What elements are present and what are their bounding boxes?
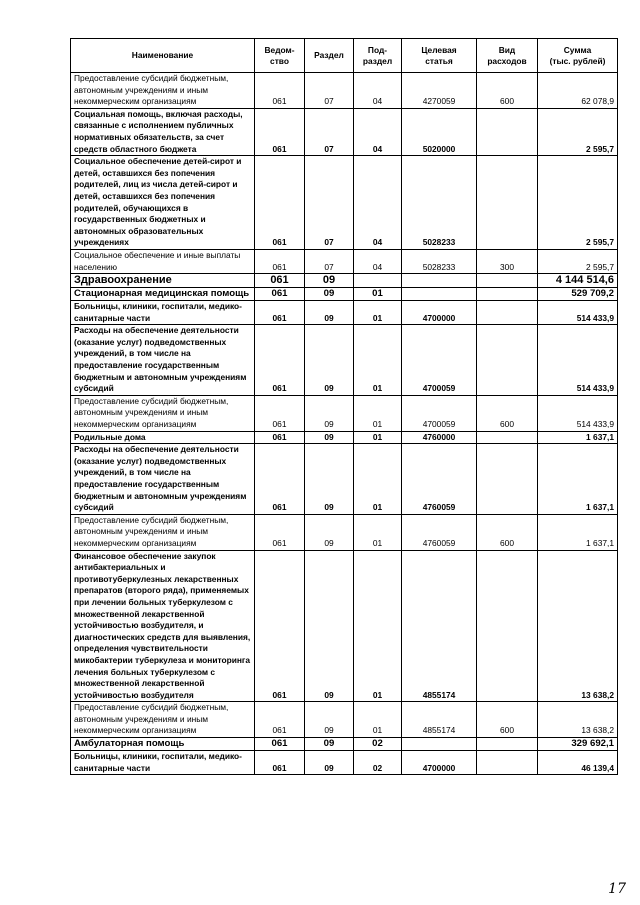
cell-dept: 061	[255, 738, 305, 751]
table-row	[71, 738, 618, 751]
cell-dept: 061	[255, 156, 305, 250]
header-target: Целевая статья	[402, 39, 477, 73]
table-row	[71, 288, 618, 301]
cell-name: Больницы, клиники, госпитали, медико-санитарные части	[71, 751, 255, 775]
cell-name: Предоставление субсидий бюджетным, автономным учреждениям и иным некоммерческим организациям	[71, 73, 255, 109]
cell-type: 600	[477, 514, 538, 550]
cell-sum: 514 433,9	[538, 325, 618, 396]
cell-target	[402, 738, 477, 751]
cell-section: 09	[305, 431, 354, 444]
cell-sum: 329 692,1	[538, 738, 618, 751]
cell-type	[477, 288, 538, 301]
cell-subsection: 04	[354, 73, 402, 109]
cell-sum: 46 139,4	[538, 751, 618, 775]
cell-section: 09	[305, 751, 354, 775]
table-row	[71, 702, 618, 738]
cell-type	[477, 156, 538, 250]
cell-name: Предоставление субсидий бюджетным, автономным учреждениям и иным некоммерческим организациям	[71, 702, 255, 738]
cell-section: 09	[305, 514, 354, 550]
cell-sum: 2 595,7	[538, 156, 618, 250]
cell-section: 09	[305, 550, 354, 702]
cell-type	[477, 444, 538, 515]
cell-target: 5028233	[402, 156, 477, 250]
cell-subsection: 01	[354, 288, 402, 301]
cell-target: 5028233	[402, 249, 477, 273]
cell-target: 4700000	[402, 751, 477, 775]
cell-type	[477, 301, 538, 325]
cell-dept: 061	[255, 444, 305, 515]
cell-type	[477, 325, 538, 396]
cell-type: 600	[477, 702, 538, 738]
cell-subsection: 02	[354, 738, 402, 751]
cell-target: 4855174	[402, 550, 477, 702]
table-row	[71, 274, 618, 288]
cell-subsection: 02	[354, 751, 402, 775]
table-body	[71, 73, 618, 775]
cell-target: 4760059	[402, 444, 477, 515]
cell-target: 4700059	[402, 395, 477, 431]
cell-section: 09	[305, 738, 354, 751]
cell-name: Социальная помощь, включая расходы, связанные с исполнением публичных нормативных обязательств, за счет средств областного бюджета	[71, 108, 255, 155]
page-number: 17	[608, 881, 626, 897]
cell-dept: 061	[255, 431, 305, 444]
cell-name: Финансовое обеспечение закупок антибактериальных и противотуберкулезных лекарственных препаратов (второго ряда), применяемых при лечении больных туберкулезом с множественной лекарственной устойчивостью возбудителя, и диагностических средств для выявления, определения чувствительности микобактерии туберкулеза и мониторинга лечения больных туберкулезом с множественной лекарственной устойчивостью возбудителя	[71, 550, 255, 702]
cell-dept: 061	[255, 751, 305, 775]
header-name: Наименование	[71, 39, 255, 73]
cell-dept: 061	[255, 514, 305, 550]
cell-subsection: 04	[354, 108, 402, 155]
cell-section: 07	[305, 108, 354, 155]
table-row	[71, 444, 618, 515]
header-sum: Сумма (тыс. рублей)	[538, 39, 618, 73]
cell-type	[477, 431, 538, 444]
cell-type	[477, 751, 538, 775]
cell-sum: 62 078,9	[538, 73, 618, 109]
cell-type: 600	[477, 73, 538, 109]
cell-section: 07	[305, 156, 354, 250]
cell-subsection	[354, 274, 402, 288]
cell-dept: 061	[255, 702, 305, 738]
cell-subsection: 01	[354, 325, 402, 396]
cell-sum: 13 638,2	[538, 550, 618, 702]
cell-subsection: 01	[354, 301, 402, 325]
cell-name: Социальное обеспечение детей-сирот и детей, оставшихся без попечения родителей, лиц из числа детей-сирот и детей, оставшихся без попечения родителей, обучающихся в государственных бюджетных и автономных образовательных учреждениях	[71, 156, 255, 250]
cell-subsection: 01	[354, 550, 402, 702]
cell-subsection: 01	[354, 395, 402, 431]
cell-name: Больницы, клиники, госпитали, медико-санитарные части	[71, 301, 255, 325]
cell-name: Амбулаторная помощь	[71, 738, 255, 751]
cell-name: Расходы на обеспечение деятельности (оказание услуг) подведомственных учреждений, в том числе на предоставление государственным бюджетным и автономным учреждениям субсидий	[71, 444, 255, 515]
cell-section: 09	[305, 702, 354, 738]
cell-target	[402, 288, 477, 301]
cell-name: Предоставление субсидий бюджетным, автономным учреждениям и иным некоммерческим организациям	[71, 395, 255, 431]
cell-subsection: 01	[354, 514, 402, 550]
cell-subsection: 01	[354, 444, 402, 515]
cell-dept: 061	[255, 288, 305, 301]
cell-sum: 1 637,1	[538, 514, 618, 550]
table-row	[71, 108, 618, 155]
cell-subsection: 04	[354, 156, 402, 250]
cell-name: Здравоохранение	[71, 274, 255, 288]
cell-target: 4760059	[402, 514, 477, 550]
cell-section: 09	[305, 395, 354, 431]
cell-name: Социальное обеспечение и иные выплаты населению	[71, 249, 255, 273]
cell-section: 09	[305, 444, 354, 515]
cell-sum: 529 709,2	[538, 288, 618, 301]
cell-sum: 1 637,1	[538, 431, 618, 444]
header-section: Раздел	[305, 39, 354, 73]
cell-name: Предоставление субсидий бюджетным, автономным учреждениям и иным некоммерческим организациям	[71, 514, 255, 550]
cell-section: 07	[305, 73, 354, 109]
cell-dept: 061	[255, 395, 305, 431]
table-row	[71, 395, 618, 431]
cell-sum: 13 638,2	[538, 702, 618, 738]
table-row	[71, 325, 618, 396]
cell-section: 09	[305, 325, 354, 396]
cell-target: 4700059	[402, 325, 477, 396]
cell-subsection: 01	[354, 702, 402, 738]
cell-sum: 4 144 514,6	[538, 274, 618, 288]
cell-target	[402, 274, 477, 288]
table-row	[71, 301, 618, 325]
cell-sum: 2 595,7	[538, 108, 618, 155]
cell-dept: 061	[255, 274, 305, 288]
cell-sum: 514 433,9	[538, 395, 618, 431]
cell-dept: 061	[255, 301, 305, 325]
cell-target: 4270059	[402, 73, 477, 109]
cell-sum: 1 637,1	[538, 444, 618, 515]
cell-subsection: 04	[354, 249, 402, 273]
table-row	[71, 156, 618, 250]
cell-type: 300	[477, 249, 538, 273]
header-subsection: Под- раздел	[354, 39, 402, 73]
cell-dept: 061	[255, 550, 305, 702]
cell-sum: 2 595,7	[538, 249, 618, 273]
cell-dept: 061	[255, 325, 305, 396]
table-row	[71, 751, 618, 775]
cell-name: Родильные дома	[71, 431, 255, 444]
cell-dept: 061	[255, 73, 305, 109]
cell-dept: 061	[255, 108, 305, 155]
table-row	[71, 550, 618, 702]
table-row	[71, 249, 618, 273]
header-dept: Ведом- ство	[255, 39, 305, 73]
table-row	[71, 514, 618, 550]
cell-target: 5020000	[402, 108, 477, 155]
cell-section: 09	[305, 301, 354, 325]
cell-name: Расходы на обеспечение деятельности (оказание услуг) подведомственных учреждений, в том числе на предоставление государственным бюджетным и автономным учреждениям субсидий	[71, 325, 255, 396]
cell-sum: 514 433,9	[538, 301, 618, 325]
cell-type	[477, 738, 538, 751]
cell-subsection: 01	[354, 431, 402, 444]
cell-target: 4855174	[402, 702, 477, 738]
cell-target: 4760000	[402, 431, 477, 444]
header-type: Вид расходов	[477, 39, 538, 73]
table-row	[71, 73, 618, 109]
cell-section: 09	[305, 288, 354, 301]
budget-table	[70, 38, 618, 775]
cell-type	[477, 274, 538, 288]
cell-target: 4700000	[402, 301, 477, 325]
cell-section: 07	[305, 249, 354, 273]
cell-type	[477, 550, 538, 702]
cell-section: 09	[305, 274, 354, 288]
cell-type	[477, 108, 538, 155]
cell-type: 600	[477, 395, 538, 431]
cell-dept: 061	[255, 249, 305, 273]
table-header	[71, 39, 618, 73]
table-row	[71, 431, 618, 444]
cell-name: Стационарная медицинская помощь	[71, 288, 255, 301]
